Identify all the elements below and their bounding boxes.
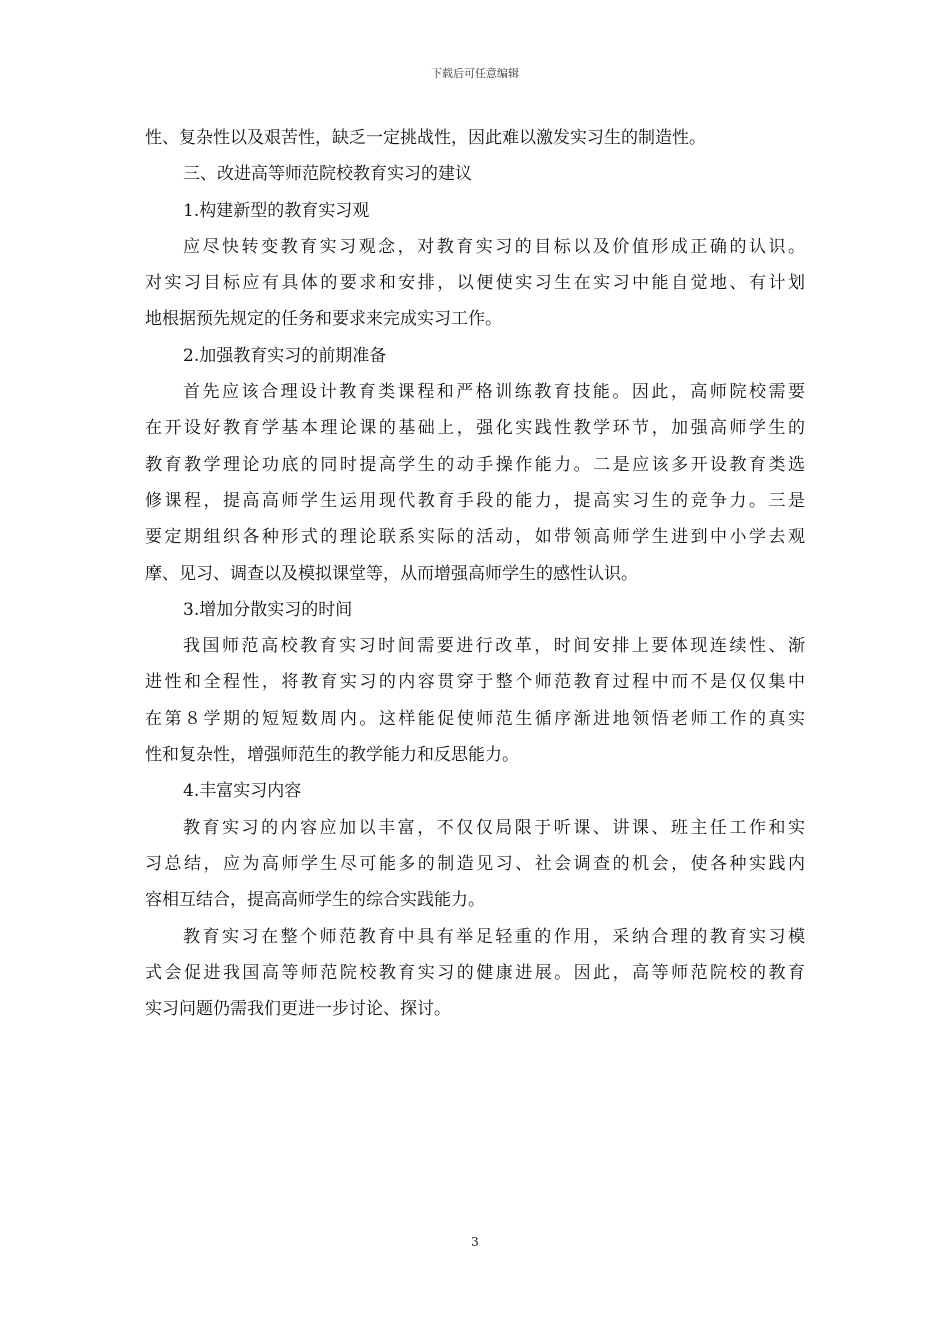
body-line: 地根据预先规定的任务和要求来完成实习工作。 bbox=[145, 309, 502, 330]
body-line: 进性和全程性，将教育实习的内容贯穿于整个师范教育过程中而不是仅仅集中 bbox=[145, 672, 805, 693]
subsection-heading: 2.加强教育实习的前期准备 bbox=[183, 345, 387, 366]
body-line: 性和复杂性，增强师范生的教学能力和反思能力。 bbox=[145, 745, 519, 766]
body-line: 首先应该合理设计教育类课程和严格训练教育技能。因此，高师院校需要 bbox=[183, 382, 805, 403]
body-line: 要定期组织各种形式的理论联系实际的活动，如带领高师学生进到中小学去观 bbox=[145, 527, 805, 548]
body-line: 我国师范高校教育实习时间需要进行改革，时间安排上要体现连续性、渐 bbox=[183, 636, 805, 657]
body-line: 教育实习的内容应加以丰富，不仅仅局限于听课、讲课、班主任工作和实 bbox=[183, 817, 805, 838]
subsection-heading: 4.丰富实习内容 bbox=[183, 781, 302, 802]
body-line: 在开设好教育学基本理论课的基础上，强化实践性教学环节，加强高师学生的 bbox=[145, 418, 805, 439]
body-line: 性、复杂性以及艰苦性，缺乏一定挑战性，因此难以激发实习生的制造性。 bbox=[145, 128, 706, 148]
body-line: 式会促进我国高等师范院校教育实习的健康进展。因此，高等师范院校的教育 bbox=[145, 962, 805, 983]
body-line: 修课程，提高高师学生运用现代教育手段的能力，提高实习生的竞争力。三是 bbox=[145, 490, 805, 511]
section-heading: 三、改进高等师范院校教育实习的建议 bbox=[183, 164, 472, 185]
page-header: 下载后可任意编辑 bbox=[431, 67, 519, 80]
body-line: 教育实习在整个师范教育中具有举足轻重的作用，采纳合理的教育实习模 bbox=[183, 926, 805, 947]
body-line: 容相互结合，提高高师学生的综合实践能力。 bbox=[145, 890, 485, 911]
body-line: 应尽快转变教育实习观念，对教育实习的目标以及价值形成正确的认识。 bbox=[183, 236, 805, 257]
page-number: 3 bbox=[471, 1235, 479, 1249]
body-line: 对实习目标应有具体的要求和安排，以便使实习生在实习中能自觉地、有计划 bbox=[145, 273, 805, 294]
subsection-heading: 3.增加分散实习的时间 bbox=[183, 599, 353, 620]
subsection-heading: 1.构建新型的教育实习观 bbox=[183, 200, 370, 221]
body-line: 摩、见习、调查以及模拟课堂等，从而增强高师学生的感性认识。 bbox=[145, 563, 638, 584]
body-line: 在第８学期的短短数周内。这样能促使师范生循序渐进地领悟老师工作的真实 bbox=[145, 708, 805, 729]
document-body bbox=[145, 120, 805, 1027]
body-line: 教育教学理论功底的同时提高学生的动手操作能力。二是应该多开设教育类选 bbox=[145, 454, 805, 475]
body-line: 习总结，应为高师学生尽可能多的制造见习、社会调查的机会，使各种实践内 bbox=[145, 853, 805, 874]
body-line: 实习问题仍需我们更进一步讨论、探讨。 bbox=[145, 999, 451, 1020]
